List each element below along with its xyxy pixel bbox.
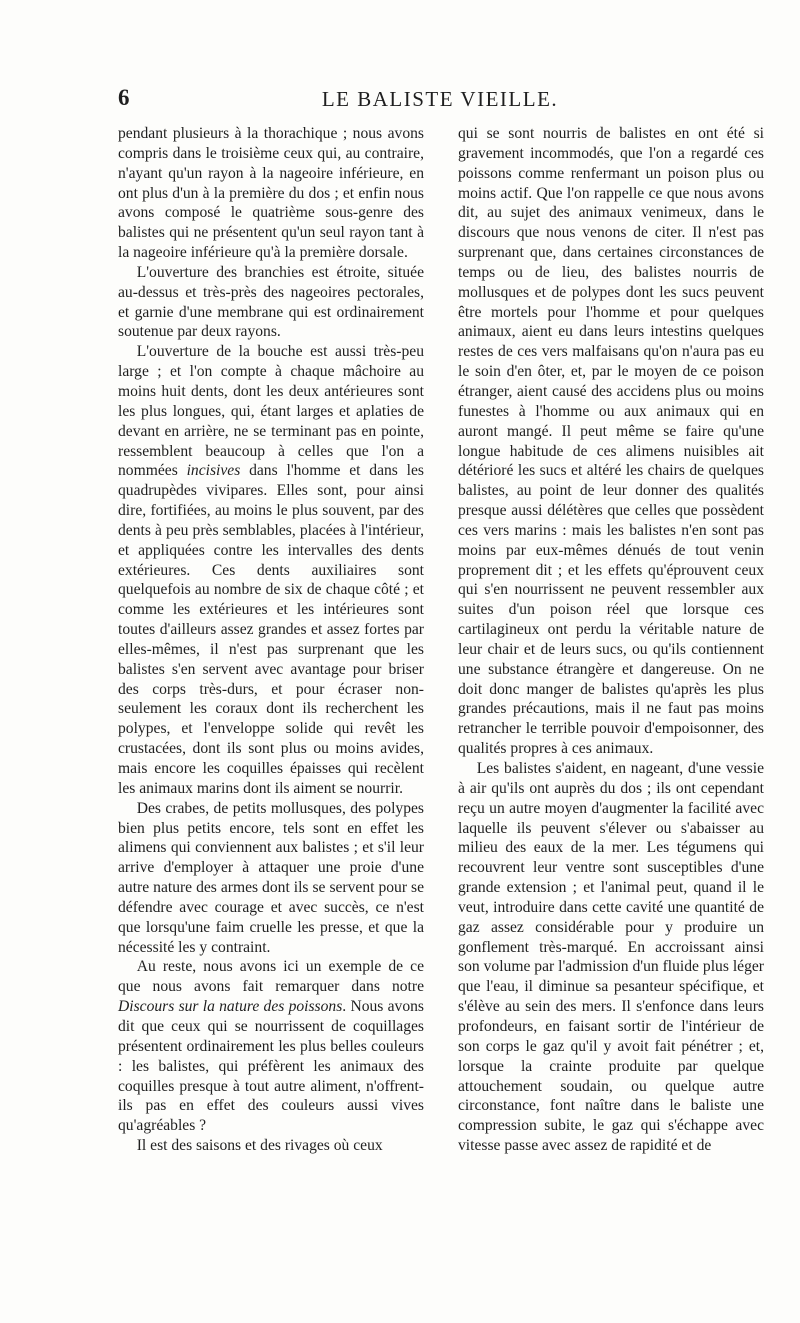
text-columns [118, 124, 764, 1156]
page-header [118, 85, 762, 115]
paragraph: L'ouverture des branchies est étroite, située au-dessus et très-près des nageoires pectorales, et garnie d'une membrane qui est ordinairement soutenue par deux rayons. [118, 263, 424, 341]
paragraph-text: Au reste, nous avons ici un exemple de ce que nous avons fait remarquer dans notre [118, 958, 424, 996]
paragraph [118, 957, 424, 1136]
page-number: 6 [118, 85, 130, 110]
paragraph-text: . Nous avons dit que ceux qui se nourrissent de coquillages présentent ordinairement les plus belles couleurs : les balistes, qui préfèrent les animaux des coquilles presque à tout autre aliment, n'offrent-ils pas en effet des couleurs aussi vives qu'agréables ? [118, 998, 425, 1135]
paragraph: Des crabes, de petits mollusques, des polypes bien plus petits encore, tels sont en effet les alimens qui conviennent aux balistes ; et s'il leur arrive d'employer à attaquer une proie d'une autre nature des armes dont ils se servent pour se défendre avec courage et avec succès, ce n'est que lorsqu'une faim cruelle les presse, et que la nécessité les y contraint. [118, 799, 424, 956]
paragraph: pendant plusieurs à la thorachique ; nous avons compris dans le troisième ceux qui, au contraire, n'ayant qu'un rayon à la nageoire inférieure, en ont plus d'un à la première du dos ; et enfin nous avons composé le quatrième sous-genre des balistes qui ne présentent qu'un seul rayon tant à la nageoire inférieure qu'à la première dorsale. [118, 125, 424, 262]
italic-title: Discours sur la nature des poissons [118, 998, 343, 1016]
left-column [118, 124, 424, 1156]
italic-term: incisives [186, 462, 241, 480]
paragraph: Il est des saisons et des rivages où ceux [136, 1137, 383, 1155]
paragraph-text: L'ouverture de la bouche est aussi très-peu large ; et l'on compte à chaque mâchoire au moins huit dents, dont les deux antérieures sont les plus longues, qui, étant larges et aplaties de devant en arrière, ne se terminant pas en pointe, ressemblent beaucoup à celles que l'on a nommées [118, 343, 424, 480]
paragraph-text: dans l'homme et dans les quadrupèdes vivipares. Elles sont, pour ainsi dire, fortifiées, au moins le plus souvent, par des dents à peu près semblables, placées à l'intérieur, et appliquées contre les intervalles des dents extérieures. Ces dents auxiliaires sont quelquefois au nombre de six de chaque côté ; et comme les extérieures et les intérieures sont toutes d'ailleurs assez grandes et assez fortes par elles-mêmes, il n'est pas surprenant que les balistes s'en servent avec avantage pour briser des corps très-durs, et pour écraser non-seulement les coraux dont ils recherchent les polypes, et l'enveloppe solide qui revêt les crustacées, dont ils sont plus ou moins avides, mais encore les coquilles épaisses qui recèlent les animaux marins dont ils aiment se nourrir. [118, 462, 424, 797]
paragraph: qui se sont nourris de balistes en ont été si gravement incommodés, que l'on a regardé ces poissons comme renfermant un poison plus ou moins actif. Que l'on rappelle ce que nous avons dit, au sujet des animaux venimeux, dans le discours que nous venons de citer. Il n'est pas surprenant que, dans certaines circonstances de temps ou de lieu, des balistes nourris de mollusques et de polypes dont les sucs peuvent être mortels pour l'homme et pour quelques animaux, aient eu dans leurs intestins quelques restes de ces vers malfaisans qu'on n'aura pas eu le soin d'en ôter, et, par le moyen de ce poison étranger, aient causé des accidens plus ou moins funestes à l'homme ou aux animaux qui en auront mangé. Il peut même se faire qu'une longue habitude de ces alimens nuisibles ait détérioré les sucs et altéré les chairs de quelques balistes, au point de leur donner des qualités presque aussi délétères que celles que possèdent ces vers marins : mais les balistes n'en sont pas moins par eux-mêmes dénués de tout venin proprement dit ; et les effets qu'éprouvent ceux qui s'en nourrissent ne peuvent ressembler aux suites d'un poison réel que lorsque ces cartilagineux ont perdu la véritable nature de leur chair et de leurs sucs, ou qu'ils contiennent une substance étrangère et dangereuse. On ne doit donc manger de balistes qu'après les plus grandes précautions, mais il ne faut pas moins retrancher le terrible pouvoir d'empoisonner, des qualités propres à ces animaux. [458, 125, 764, 758]
running-title: LE BALISTE VIEILLE. [321, 87, 559, 111]
paragraph [118, 342, 424, 798]
paragraph: Les balistes s'aident, en nageant, d'une vessie à air qu'ils ont auprès du dos ; ils ont cependant reçu un autre moyen d'augmenter la facilité avec laquelle ils peuvent s'élever ou s'abaisser au milieu des eaux de la mer. Les tégumens qui recouvrent leur ventre sont susceptibles d'une grande extension ; et l'animal peut, quand il le veut, introduire dans cette cavité une quantité de gaz assez considérable pour y produire un gonflement très-marqué. En accroissant ainsi son volume par l'admission d'un fluide plus léger que l'eau, il diminue sa pesanteur spécifique, et s'élève au sein des mers. Il s'enfonce dans leurs profondeurs, en faisant sortir de l'intérieur de son corps le gaz qu'il y avoit fait pénétrer ; et, lorsque la crainte produite par quelque attouchement soudain, ou quelque autre circonstance, font naître dans le baliste une compression subite, le gaz qui s'échappe avec vitesse passe avec assez de rapidité et de [458, 760, 764, 1155]
right-column [458, 124, 764, 1156]
